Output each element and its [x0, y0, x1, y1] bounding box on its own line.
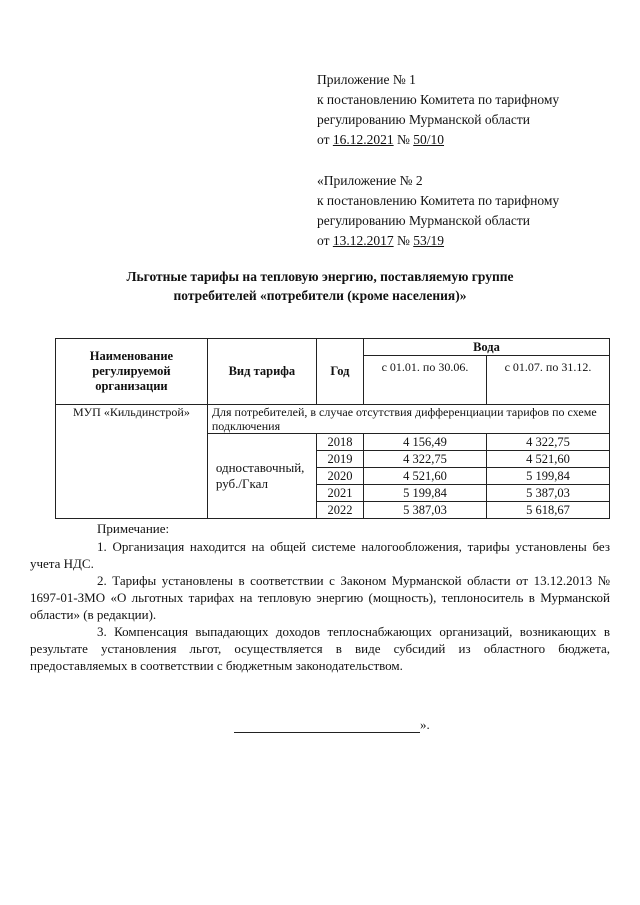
- appendix2-line2: к постановлению Комитета по тарифному: [317, 193, 560, 208]
- table-row: [56, 405, 610, 434]
- table-header-row-1: [56, 339, 610, 356]
- closing-rule: [234, 720, 420, 733]
- appendix1-num-sign: №: [396, 132, 410, 147]
- row-period2-value: 4 521,60: [486, 451, 609, 468]
- header-water: Вода: [363, 339, 609, 356]
- appendix1-date-line: [317, 130, 617, 150]
- appendix2-title: «Приложение № 2: [317, 173, 423, 188]
- row-year: 2022: [316, 502, 363, 519]
- closing-line: [234, 717, 430, 733]
- row-period1-value: 5 199,84: [363, 485, 486, 502]
- row-period2-value: 5 199,84: [486, 468, 609, 485]
- appendix2-number: 53/19: [413, 233, 445, 248]
- note-3: 3. Компенсация выпадающих доходов теплоснабжающих организаций, возникающих в результате установления льгот, осуществляется в виде субсидий из областного бюджета, предоставляемых в соответствии с бюджетным законодательством.: [30, 624, 610, 673]
- row-year: 2021: [316, 485, 363, 502]
- appendix-header: [317, 70, 617, 251]
- notes-heading: Примечание:: [97, 521, 170, 536]
- header-org: Наименование регулируемой организации: [56, 339, 208, 405]
- appendix2-prefix: от: [317, 233, 330, 248]
- title-line-1: Льготные тарифы на тепловую энергию, поставляемую группе: [126, 269, 514, 284]
- appendix1-line2: к постановлению Комитета по тарифному: [317, 92, 560, 107]
- header-period-1: с 01.01. по 30.06.: [363, 356, 486, 405]
- row-period1-value: 4 156,49: [363, 434, 486, 451]
- tariff-kind: одноставочный, руб./Гкал: [207, 434, 316, 519]
- note-1: 1. Организация находится на общей системе налогообложения, тарифы установлены без учета НДС.: [30, 539, 610, 571]
- row-period1-value: 5 387,03: [363, 502, 486, 519]
- row-period1-value: 4 521,60: [363, 468, 486, 485]
- appendix2-date-line: [317, 231, 617, 251]
- appendix1-title: Приложение № 1: [317, 72, 416, 87]
- row-period2-value: 4 322,75: [486, 434, 609, 451]
- group-note: Для потребителей, в случае отсутствия дифференциации тарифов по схеме подключения: [207, 405, 609, 434]
- tariff-table: [55, 338, 610, 519]
- row-period2-value: 5 618,67: [486, 502, 609, 519]
- header-kind: Вид тарифа: [207, 339, 316, 405]
- appendix1-line3: регулированию Мурманской области: [317, 112, 530, 127]
- appendix1-number: 50/10: [413, 132, 445, 147]
- closing-suffix: ».: [420, 717, 430, 732]
- org-name: МУП «Кильдинстрой»: [56, 405, 208, 519]
- header-year: Год: [316, 339, 363, 405]
- header-period-2: с 01.07. по 31.12.: [486, 356, 609, 405]
- row-year: 2019: [316, 451, 363, 468]
- appendix2-date: 13.12.2017: [332, 233, 394, 248]
- appendix1-date: 16.12.2021: [332, 132, 394, 147]
- row-year: 2020: [316, 468, 363, 485]
- row-year: 2018: [316, 434, 363, 451]
- row-period1-value: 4 322,75: [363, 451, 486, 468]
- appendix2-num-sign: №: [396, 233, 410, 248]
- document-title: [40, 267, 600, 305]
- notes-section: [30, 520, 610, 674]
- row-period2-value: 5 387,03: [486, 485, 609, 502]
- appendix2-line3: регулированию Мурманской области: [317, 213, 530, 228]
- title-line-2: потребителей «потребители (кроме населения)»: [173, 288, 467, 303]
- note-2: 2. Тарифы установлены в соответствии с Законом Мурманской области от 13.12.2013 № 1697-01-ЗМО «О льготных тарифах на тепловую энергию (мощность), теплоноситель в Мурманской области» (в редакции).: [30, 573, 610, 622]
- appendix1-prefix: от: [317, 132, 330, 147]
